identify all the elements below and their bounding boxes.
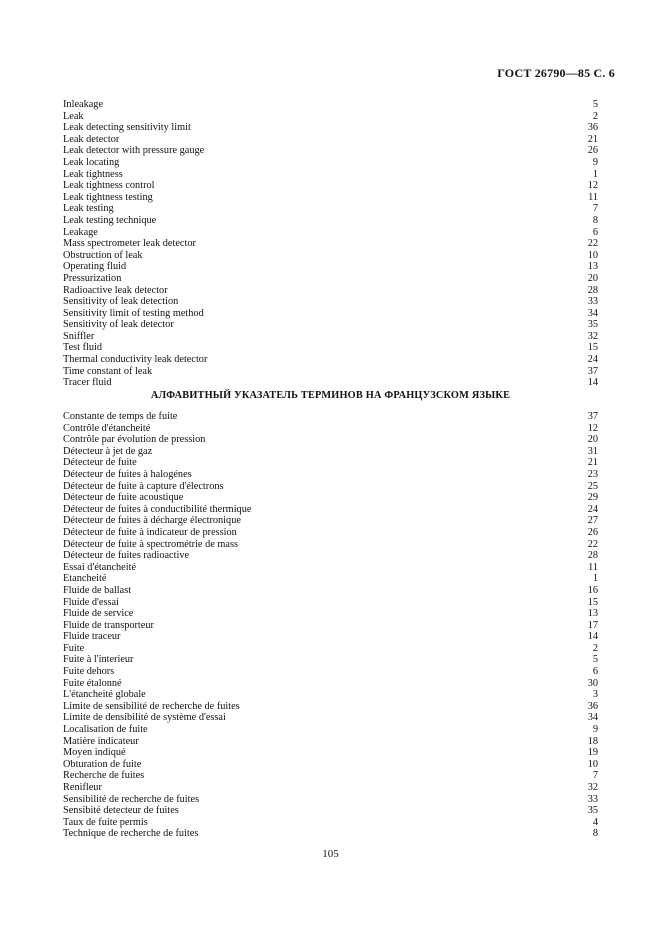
index-number: 3	[592, 689, 598, 701]
index-entry	[63, 724, 598, 736]
index-number: 29	[587, 492, 598, 504]
index-entry	[63, 527, 598, 539]
page-number: 105	[322, 848, 339, 860]
index-term: Fuite à l'interieur	[63, 654, 134, 666]
index-number: 11	[588, 191, 598, 203]
index-entry	[63, 457, 598, 469]
index-entry	[63, 805, 598, 817]
index-number: 27	[587, 515, 598, 527]
index-term: Sensitivity of leak detector	[63, 319, 174, 331]
index-entry	[63, 539, 598, 551]
index-number: 1	[592, 573, 598, 585]
index-entry	[63, 608, 598, 620]
index-number: 12	[587, 422, 598, 434]
index-term: Détecteur de fuite	[63, 457, 137, 469]
index-entry	[63, 122, 598, 134]
index-entry	[63, 261, 598, 273]
index-entry	[63, 654, 598, 666]
index-number: 5	[592, 99, 598, 110]
index-number: 26	[587, 526, 598, 538]
index-term: Détecteur de fuite à indicateur de pression	[63, 526, 237, 538]
index-term: Thermal conductivity leak detector	[63, 354, 208, 366]
index-entry	[63, 770, 598, 782]
index-entry	[63, 342, 598, 354]
index-number: 21	[587, 457, 598, 469]
index-term: Détecteur de fuites à conductibilité thermique	[63, 503, 252, 515]
index-number: 10	[587, 758, 598, 770]
index-term: Leak tightness	[63, 168, 123, 180]
index-entry	[63, 515, 598, 527]
index-term: Technique de recherche de fuites	[63, 828, 199, 840]
index-entry	[63, 817, 598, 829]
index-number: 9	[592, 724, 598, 736]
index-entry	[63, 562, 598, 574]
index-entry	[63, 434, 598, 446]
index-term: Fuite étalonné	[63, 677, 122, 689]
index-number: 19	[587, 747, 598, 759]
index-entry	[63, 285, 598, 297]
index-number: 34	[587, 712, 598, 724]
index-entry	[63, 585, 598, 597]
index-entry	[63, 250, 598, 262]
index-term: Leak tightness testing	[63, 191, 153, 203]
index-entry	[63, 469, 598, 481]
index-number: 8	[592, 828, 598, 840]
index-term: Fluide de ballast	[63, 584, 132, 596]
index-entry	[63, 238, 598, 250]
index-term: Fluide de service	[63, 608, 134, 620]
index-term: Détecteur de fuites à halogénes	[63, 468, 192, 480]
index-term: Limite de densibilité de système d'essai	[63, 712, 226, 724]
index-term: Détecteur de fuites radioactive	[63, 550, 190, 562]
index-term: Constante de temps de fuite	[63, 411, 178, 422]
index-term: Contrôle d'étancheité	[63, 422, 151, 434]
french-index-heading: АЛФАВИТНЫЙ УКАЗАТЕЛЬ ТЕРМИНОВ НА ФРАНЦУЗСКОМ ЯЗЫКЕ	[150, 390, 511, 401]
index-number: 31	[587, 445, 598, 457]
index-term: Test fluid	[63, 342, 103, 354]
index-term: Fluide traceur	[63, 631, 121, 643]
index-entry	[63, 643, 598, 655]
index-number: 36	[587, 700, 598, 712]
index-term: Leak tightness control	[63, 180, 155, 192]
index-entry	[63, 215, 598, 227]
index-term: Leakage	[63, 226, 98, 238]
index-number: 11	[588, 561, 598, 573]
index-entry	[63, 759, 598, 771]
index-entry	[63, 331, 598, 343]
index-number: 2	[592, 642, 598, 654]
index-number: 12	[587, 180, 598, 192]
index-number: 22	[587, 238, 598, 250]
index-number: 7	[592, 203, 598, 215]
index-number: 24	[587, 503, 598, 515]
index-number: 13	[587, 608, 598, 620]
index-term: Leak testing	[63, 203, 114, 215]
index-entry	[63, 308, 598, 320]
index-number: 4	[592, 816, 598, 828]
index-term: Obturation de fuite	[63, 758, 142, 770]
index-entry	[63, 203, 598, 215]
index-term: Détecteur de fuite à capture d'électrons	[63, 480, 224, 492]
index-number: 9	[592, 156, 598, 168]
index-term: Détecteur de fuite acoustique	[63, 492, 184, 504]
index-number: 37	[587, 411, 598, 422]
index-entry	[63, 423, 598, 435]
index-entry	[63, 227, 598, 239]
index-number: 35	[587, 805, 598, 817]
index-entry	[63, 620, 598, 632]
index-number: 37	[587, 365, 598, 377]
index-number: 35	[587, 319, 598, 331]
index-term: Taux de fuite permis	[63, 816, 148, 828]
index-term: Leak	[63, 110, 84, 122]
index-entry	[63, 597, 598, 609]
index-entry	[63, 736, 598, 748]
index-number: 1	[592, 168, 598, 180]
index-entry	[63, 296, 598, 308]
index-number: 15	[587, 342, 598, 354]
index-term: Pressurization	[63, 272, 122, 284]
french-term-index	[63, 411, 598, 840]
index-entry	[63, 192, 598, 204]
index-term: Etancheité	[63, 573, 107, 585]
index-entry	[63, 481, 598, 493]
index-entry	[63, 145, 598, 157]
index-term: Limite de sensibilité de recherche de fuites	[63, 700, 240, 712]
index-number: 21	[587, 133, 598, 145]
index-term: Operating fluid	[63, 261, 127, 273]
index-term: Tracer fluid	[63, 377, 112, 389]
index-term: Sensitivity limit of testing method	[63, 307, 204, 319]
index-number: 20	[587, 272, 598, 284]
index-number: 33	[587, 296, 598, 308]
index-term: Fuite	[63, 642, 85, 654]
index-entry	[63, 631, 598, 643]
index-term: Sniffler	[63, 330, 95, 342]
index-entry	[63, 689, 598, 701]
index-term: Matière indicateur	[63, 735, 139, 747]
index-number: 34	[587, 307, 598, 319]
index-term: Localisation de fuite	[63, 724, 148, 736]
index-entry	[63, 134, 598, 146]
index-number: 36	[587, 122, 598, 134]
index-term: L'étancheité globale	[63, 689, 146, 701]
index-number: 33	[587, 793, 598, 805]
index-entry	[63, 99, 598, 111]
index-number: 23	[587, 468, 598, 480]
index-term: Radioactive leak detector	[63, 284, 168, 296]
index-number: 24	[587, 354, 598, 366]
index-number: 14	[587, 631, 598, 643]
index-number: 2	[592, 110, 598, 122]
index-term: Détecteur de fuite à spectrométrie de mass	[63, 538, 238, 550]
index-entry	[63, 319, 598, 331]
index-number: 10	[587, 249, 598, 261]
index-entry	[63, 550, 598, 562]
index-number: 6	[592, 226, 598, 238]
index-entry	[63, 366, 598, 378]
index-term: Sensitivity of leak detection	[63, 296, 179, 308]
index-entry	[63, 504, 598, 516]
index-number: 32	[587, 782, 598, 793]
index-entry	[63, 157, 598, 169]
index-term: Recherche de fuites	[63, 770, 145, 782]
index-number: 14	[587, 377, 598, 389]
index-number: 30	[587, 677, 598, 689]
index-entry	[63, 492, 598, 504]
index-number: 28	[587, 284, 598, 296]
index-term: Inleakage	[63, 99, 104, 110]
index-number: 20	[587, 434, 598, 446]
index-entry	[63, 446, 598, 458]
index-number: 16	[587, 584, 598, 596]
index-entry	[63, 169, 598, 181]
index-term: Contrôle par évolution de pression	[63, 434, 206, 446]
index-term: Moyen indiqué	[63, 747, 126, 759]
index-term: Time constant of leak	[63, 365, 153, 377]
index-number: 32	[587, 330, 598, 342]
index-entry	[63, 828, 598, 840]
index-number: 22	[587, 538, 598, 550]
index-term: Essai d'étancheité	[63, 561, 137, 573]
index-entry	[63, 794, 598, 806]
index-number: 13	[587, 261, 598, 273]
index-entry	[63, 782, 598, 794]
index-term: Fluide de transporteur	[63, 619, 154, 631]
index-term: Leak locating	[63, 156, 120, 168]
index-entry	[63, 180, 598, 192]
index-entry	[63, 712, 598, 724]
index-entry	[63, 411, 598, 423]
index-term: Mass spectrometer leak detector	[63, 238, 196, 250]
index-term: Fuite dehors	[63, 666, 115, 678]
index-entry	[63, 666, 598, 678]
index-entry	[63, 111, 598, 123]
index-term: Leak detecting sensitivity limit	[63, 122, 191, 134]
index-term: Détecteur de fuites à décharge électronique	[63, 515, 241, 527]
index-number: 26	[587, 145, 598, 157]
index-term: Sensibité detecteur de fuites	[63, 805, 179, 817]
index-term: Détecteur à jet de gaz	[63, 445, 153, 457]
index-number: 8	[592, 214, 598, 226]
index-number: 18	[587, 735, 598, 747]
index-entry	[63, 747, 598, 759]
index-term: Fluide d'essai	[63, 596, 119, 608]
index-number: 5	[592, 654, 598, 666]
index-term: Leak testing technique	[63, 214, 157, 226]
index-entry	[63, 273, 598, 285]
index-entry	[63, 678, 598, 690]
english-term-index	[63, 99, 598, 389]
index-term: Obstruction of leak	[63, 249, 143, 261]
index-number: 6	[592, 666, 598, 678]
index-term: Sensibilité de recherche de fuites	[63, 793, 200, 805]
index-number: 17	[587, 619, 598, 631]
index-number: 15	[587, 596, 598, 608]
index-entry	[63, 377, 598, 389]
index-number: 7	[592, 770, 598, 782]
index-term: Renifleur	[63, 782, 102, 793]
index-entry	[63, 354, 598, 366]
index-entry	[63, 701, 598, 713]
index-term: Leak detector with pressure gauge	[63, 145, 205, 157]
index-entry	[63, 573, 598, 585]
index-number: 25	[587, 480, 598, 492]
index-term: Leak detector	[63, 133, 120, 145]
index-number: 28	[587, 550, 598, 562]
page-header: ГОСТ 26790—85 С. 6	[497, 66, 615, 80]
